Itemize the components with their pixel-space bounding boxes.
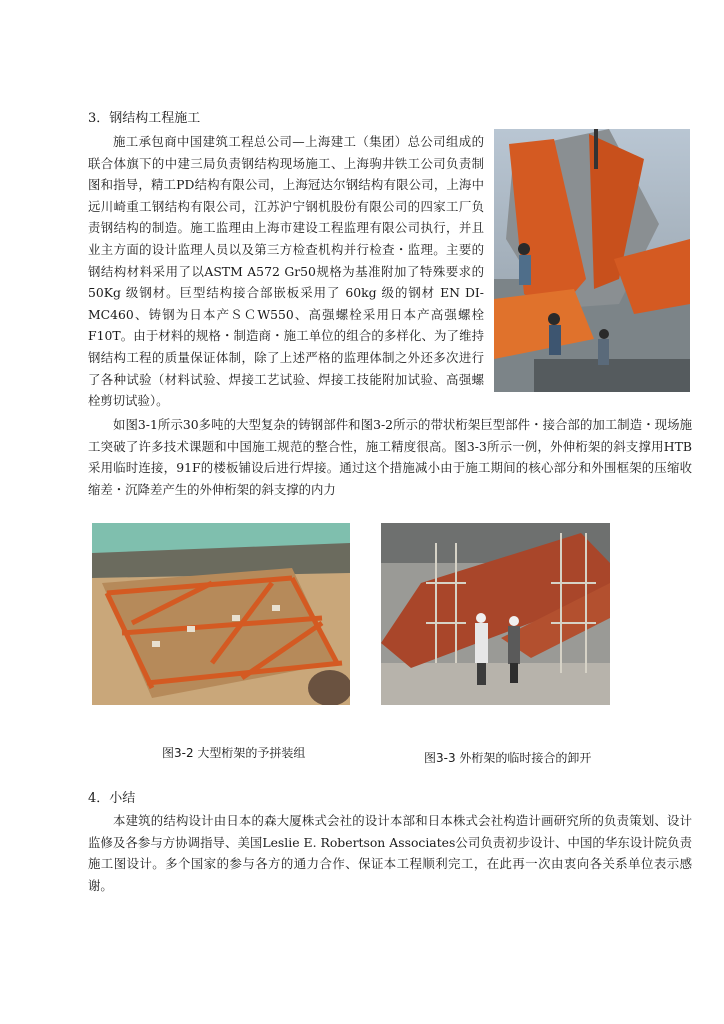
photo-outrigger-truss-image [381, 523, 610, 705]
section-3-paragraph-2-text: 如图3-1所示30多吨的大型复杂的铸钢部件和图3-2所示的带状桁架巨型部件・接合部的加工制造・现场施工突破了许多技术课题和中国施工规范的整合性，施工精度很高。图3-3所示一例，外伸桁架的斜支撑用HTB采用临时连接，91F的楼板铺设后进行焊接。通过这个措施减小由于施工期间的核心部分和外围框架的压缩收缩差・沉降差产生的外伸桁架的斜支撑的内力 [88, 417, 692, 497]
photo-cast-steel-joint-image [494, 129, 690, 392]
section-3-paragraph-2 [88, 414, 692, 500]
photo-outrigger-truss [381, 523, 610, 705]
section-3-paragraph-1 [88, 131, 484, 412]
section-3-paragraph-1-text: 施工承包商中国建筑工程总公司—上海建工（集团）总公司组成的联合体旗下的中建三局负责钢结构现场施工、上海驹井铁工公司负责制图和指导，精工PD结构有限公司，上海冠达尔钢结构有限公司，上海中远川崎重工钢结构有限公司，江苏沪宁钢机股份有限公司的四家工厂负责钢结构的制造。施工监理由上海市建设工程监理有限公司执行，并且业主方面的设计监理人员以及第三方检查机构并行检查・监理。主要的钢结构材料采用了以ASTM A572 Gr50规格为基准附加了特殊要求的50Kg 级钢材。巨型结构接合部嵌板采用了 60kg 级的钢材 EN DI-MC460、铸钢为日本产ＳＣW550、高强螺栓采用日本产高强螺栓F10T。由于材料的规格・制造商・施工单位的组合的多样化、为了维持钢结构工程的质量保证体制，除了上述严格的监理体制之外还多次进行了各种试验（材料试验、焊接工艺试验、焊接工技能附加试验、高强螺栓剪切试验）。 [88, 134, 484, 409]
photo-truss-preassembly [92, 523, 350, 705]
section-3-heading: 3．钢结构工程施工 [88, 111, 201, 126]
figure-3-3-caption: 图3-3 外桁架的临时接合的卸开 [424, 751, 592, 765]
photo-truss-preassembly-image [92, 523, 350, 705]
section-4-heading: 4．小结 [88, 791, 136, 806]
photo-cast-steel-joint [494, 129, 690, 392]
figure-3-2-caption: 图3-2 大型桁架的予拼装组 [162, 746, 306, 760]
section-4-paragraph-text: 本建筑的结构设计由日本的森大厦株式会社的设计本部和日本株式会社构造计画研究所的负责策划、设计监修及各参与方协调指导、美国Leslie E. Robertson Associates公司负责初步设计、中国的华东设计院负责施工图设计。多个国家的参与各方的通力合作、保证本工程顺利完工，在此再一次由衷向各关系单位表示感谢。 [88, 813, 692, 893]
section-4-paragraph [88, 810, 692, 896]
